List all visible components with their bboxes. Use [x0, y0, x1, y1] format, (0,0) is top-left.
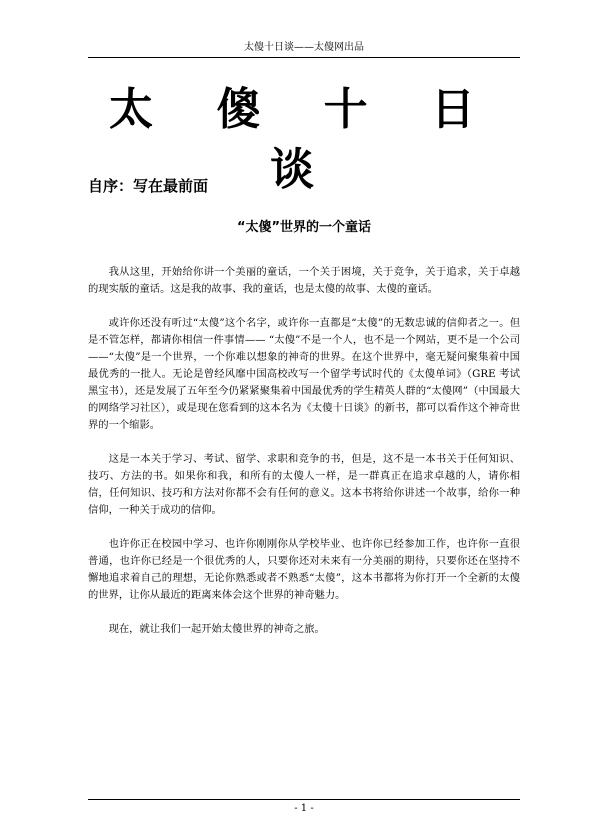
paragraph: 现在，就让我们一起开始太傻世界的神奇之旅。 — [108, 623, 325, 635]
paragraph: 或许你还没有听过“太傻”这个名字，或许你一直都是“太傻”的无数忠诚的信仰者之一。但是不管怎样，都请你相信一件事情—— “太傻”不是一个人，也不是一个网站，更不是一个公司——“太傻”是一个世界，一个你难以想象的神奇的世界。在这个世界中，毫无疑问聚集着中国最优秀的一批人。无论是曾经风靡中国高校改写一个留学考试时代的《太傻单词》（GRE 考试黑宝书），还是发展了五年至今仍紧紧聚集着中国最优秀的学生精英人群的“太傻网”（中国最大的网络学习社区），或是现在您看到的这本名为《太傻十日谈》的新书，都可以看作这个神奇世界的一个缩影。 — [88, 317, 520, 431]
book-title: 太 傻 十 日 谈 — [109, 84, 499, 195]
header-divider — [88, 57, 520, 58]
running-header: 太傻十日谈——太傻网出品 — [244, 42, 364, 53]
paragraph: 我从这里，开始给你讲一个美丽的童话，一个关于困境，关于竞争，关于追求，关于卓越的现实版的童话。这是我的故事、我的童话，也是太傻的故事、太傻的童话。 — [88, 266, 520, 295]
paragraph: 这是一本关于学习、考试、留学、求职和竞争的书，但是，这不是一本书关于任何知识、技巧、方法的书。如果你和我，和所有的太傻人一样，是一群真正在追求卓越的人，请你相信，任何知识、技巧和方法对你都不会有任何的意义。这本书将给你讲述一个故事，给你一种信仰，一种关于成功的信仰。 — [88, 453, 520, 516]
sub-heading: “太傻”世界的一个童话 — [236, 220, 372, 235]
page-number: - 1 - — [294, 803, 314, 814]
body-text — [88, 264, 520, 655]
paragraph: 也许你正在校园中学习、也许你刚刚你从学校毕业、也许你已经参加工作，也许你一直很普通，也许你已经是一个很优秀的人，只要你还对未来有一分美丽的期待，只要你还在坚持不懈地追求着自己的理想，无论你熟悉或者不熟悉“太傻”，这本书都将为你打开一个全新的太傻的世界，让你从最近的距离来体会这个世界的神奇魅力。 — [88, 538, 520, 601]
footer-divider — [88, 799, 520, 800]
section-heading: 自序：写在最前面 — [88, 177, 209, 195]
